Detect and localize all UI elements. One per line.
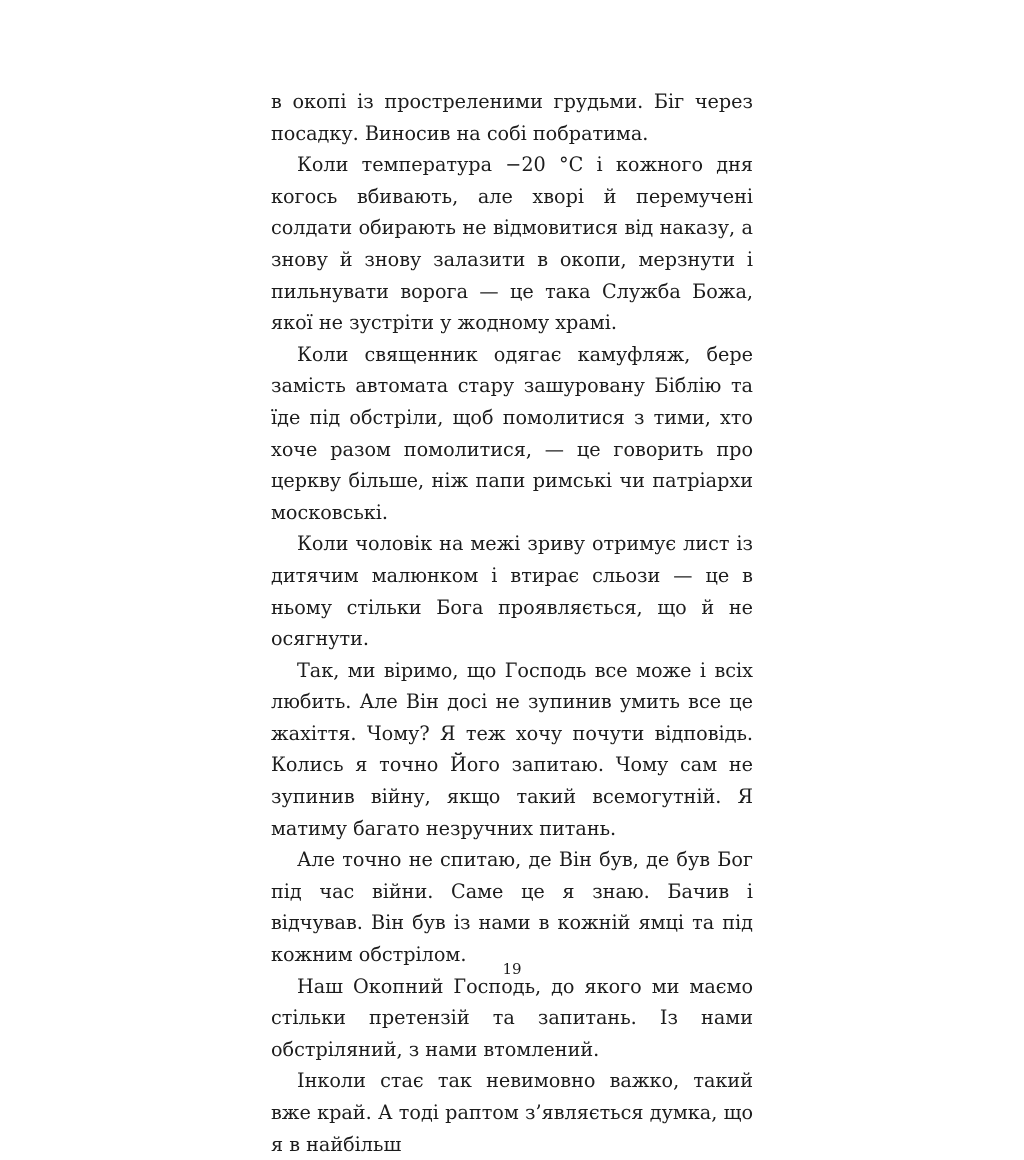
paragraph: Але точно не спитаю, де Він був, де був Бог під час війни. Саме це я знаю. Бачив і відчував. Він був із нами в кожній ямці та під кожним обстрілом. bbox=[271, 848, 753, 967]
body-text bbox=[271, 86, 753, 1160]
paragraph: Наш Окопний Господь, до якого ми маємо стільки претензій та запитань. Із нами обстріляний, з нами втомлений. bbox=[271, 974, 753, 1061]
paragraph: Інколи стає так невимовно важко, такий вже край. А тоді раптом з’являється думка, що я в найбільш bbox=[271, 1069, 753, 1156]
paragraph-continued: в окопі із простреленими грудьми. Біг через посадку. Виносив на собі побратима. bbox=[271, 90, 753, 145]
paragraph: Коли температура −20 °C і кожного дня когось вбивають, але хворі й перемучені солдати обирають не відмовитися від наказу, а знову й знову залазити в окопи, мерзнути і пильнувати ворога — це така Служба Божа, якої не зустріти у жодному храмі. bbox=[271, 153, 753, 335]
paragraph: Коли чоловік на межі зриву отримує лист із дитячим малюнком і втирає сльози — це в ньому стільки Бога проявляється, що й не осягнути. bbox=[271, 532, 753, 651]
paragraph: Коли священник одягає камуфляж, бере замість автомата стару зашуровану Біблію та їде під обстріли, щоб помолитися з тими, хто хоче разом помолитися, — це говорить про церкву більше, ніж папи римські чи патріархи московські. bbox=[271, 342, 753, 524]
page-number: 19 bbox=[502, 960, 522, 978]
paragraph: Так, ми віримо, що Господь все може і всіх любить. Але Він досі не зупинив умить все це жахіття. Чому? Я теж хочу почути відповідь. Колись я точно Його запитаю. Чому сам не зупинив війну, якщо такий всемогутній. Я матиму багато незручних питань. bbox=[271, 658, 753, 840]
